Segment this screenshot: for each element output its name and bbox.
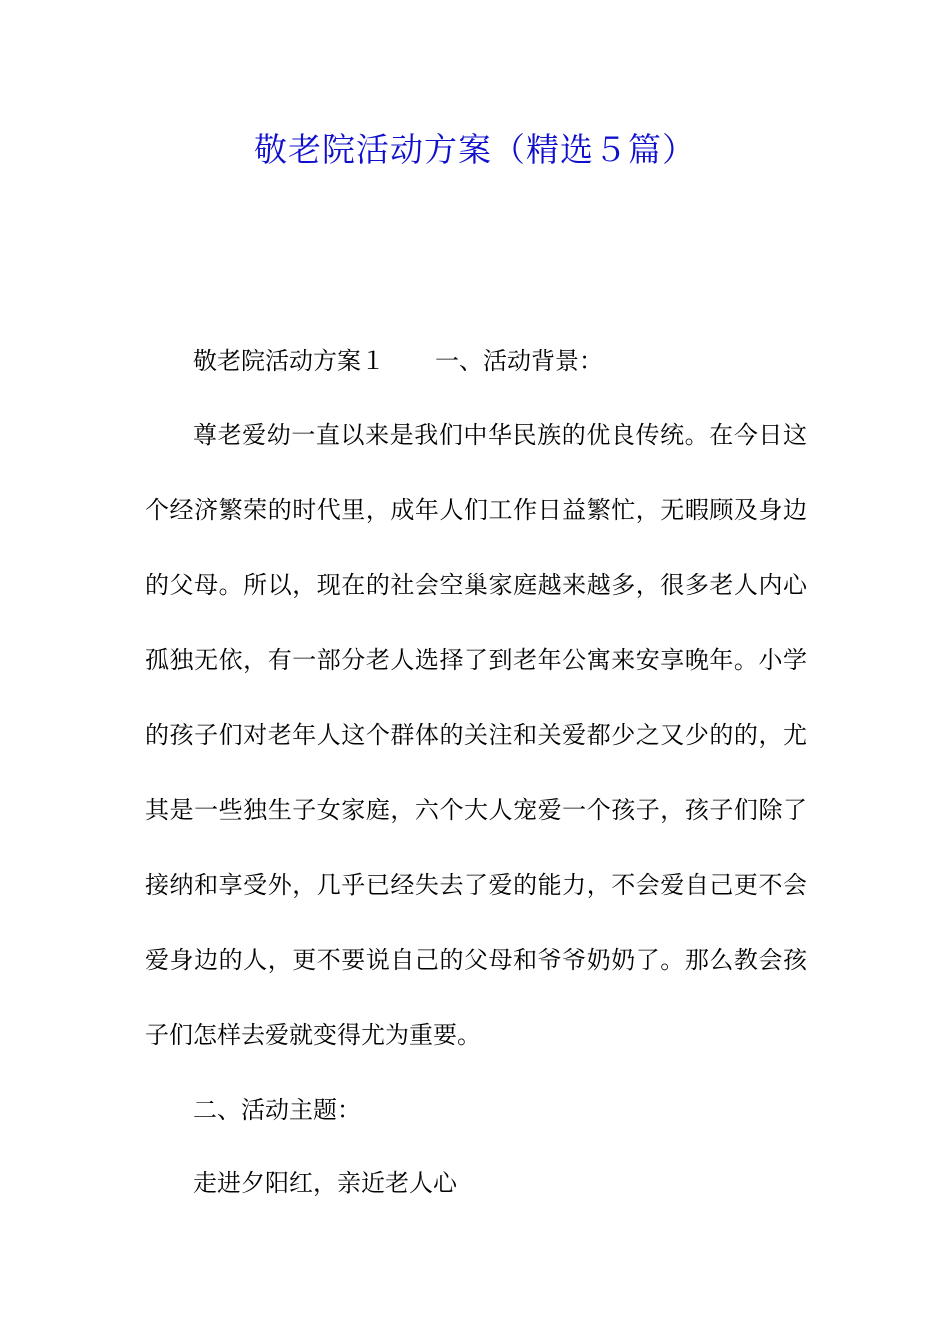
document-title: 敬老院活动方案（精选５篇）: [254, 130, 696, 169]
section-title: 敬老院活动方案１: [193, 347, 385, 375]
paragraph-background: 尊老爱幼一直以来是我们中华民族的优良传统。在今日这个经济繁荣的时代里，成年人们工作日益繁忙，无暇顾及身边的父母。所以，现在的社会空巢家庭越来越多，很多老人内心孤独无依，有一部分老人选择了到老年公寓来安享晚年。小学的孩子们对老年人这个群体的关注和关爱都少之又少的的，尤其是一些独生子女家庭，六个大人宠爱一个孩子，孩子们除了接纳和享受外，几乎已经失去了爱的能力，不会爱自己更不会爱身边的人，更不要说自己的父母和爷爷奶奶了。那么教会孩子们怎样去爱就变得尤为重要。: [145, 421, 807, 1049]
heading-theme: 二、活动主题：: [193, 1096, 361, 1124]
body-paragraph-container: [145, 398, 807, 1073]
theme-text: 走进夕阳红，亲近老人心: [193, 1169, 457, 1197]
heading-background: 一、活动背景：: [435, 347, 603, 375]
section-heading-line: [193, 341, 603, 381]
